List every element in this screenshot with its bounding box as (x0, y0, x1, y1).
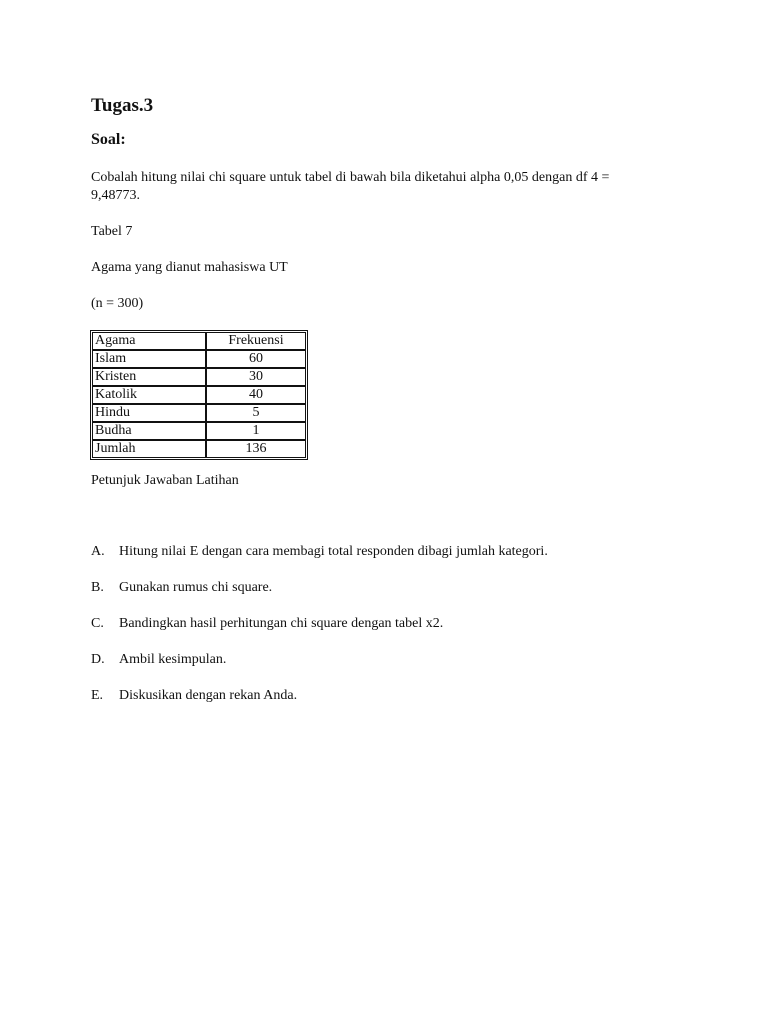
table-cell-religion: Budha (92, 422, 206, 440)
table-header-cell: Agama (92, 332, 206, 350)
hint-title: Petunjuk Jawaban Latihan (91, 473, 239, 488)
table-caption: Agama yang dianut mahasiswa UT (91, 260, 288, 275)
table-total-row (92, 440, 306, 458)
list-item-text: Hitung nilai E dengan cara membagi total responden dibagi jumlah kategori. (119, 544, 548, 559)
table-cell-frequency: 5 (206, 404, 306, 422)
list-item-text: Bandingkan hasil perhitungan chi square dengan tabel x2. (119, 616, 444, 631)
table-cell-religion: Kristen (92, 368, 206, 386)
table-cell-total-label: Jumlah (92, 440, 206, 458)
list-item-letter: E. (91, 688, 104, 703)
table-row (92, 404, 306, 422)
list-item-text: Diskusikan dengan rekan Anda. (119, 688, 298, 703)
table-row (92, 368, 306, 386)
frequency-table (90, 330, 308, 460)
list-item (91, 687, 548, 723)
list-item-letter: D. (91, 652, 105, 667)
table-cell-frequency: 30 (206, 368, 306, 386)
section-heading: Soal: (91, 131, 126, 148)
list-item-letter: C. (91, 616, 104, 631)
table-header-cell: Frekuensi (206, 332, 306, 350)
list-item (91, 543, 548, 579)
instruction-list (91, 543, 548, 723)
list-item-letter: B. (91, 580, 104, 595)
list-item (91, 579, 548, 615)
table-row (92, 350, 306, 368)
table-cell-religion: Islam (92, 350, 206, 368)
table-header-row (92, 332, 306, 350)
table-row (92, 386, 306, 404)
table-cell-religion: Katolik (92, 386, 206, 404)
question-text: Cobalah hitung nilai chi square untuk tabel di bawah bila diketahui alpha 0,05 dengan df 4 = 9,48773. (91, 170, 610, 203)
list-item-text: Ambil kesimpulan. (119, 652, 227, 667)
list-item-letter: A. (91, 544, 105, 559)
table-cell-frequency: 1 (206, 422, 306, 440)
table-cell-frequency: 60 (206, 350, 306, 368)
list-item-text: Gunakan rumus chi square. (119, 580, 273, 595)
document-title: Tugas.3 (91, 95, 154, 116)
table-label: Tabel 7 (91, 224, 133, 239)
table-cell-religion: Hindu (92, 404, 206, 422)
table-cell-frequency: 40 (206, 386, 306, 404)
list-item (91, 615, 548, 651)
table-row (92, 422, 306, 440)
sample-size-note: (n = 300) (91, 296, 144, 311)
list-item (91, 651, 548, 687)
table-cell-total-value: 136 (206, 440, 306, 458)
